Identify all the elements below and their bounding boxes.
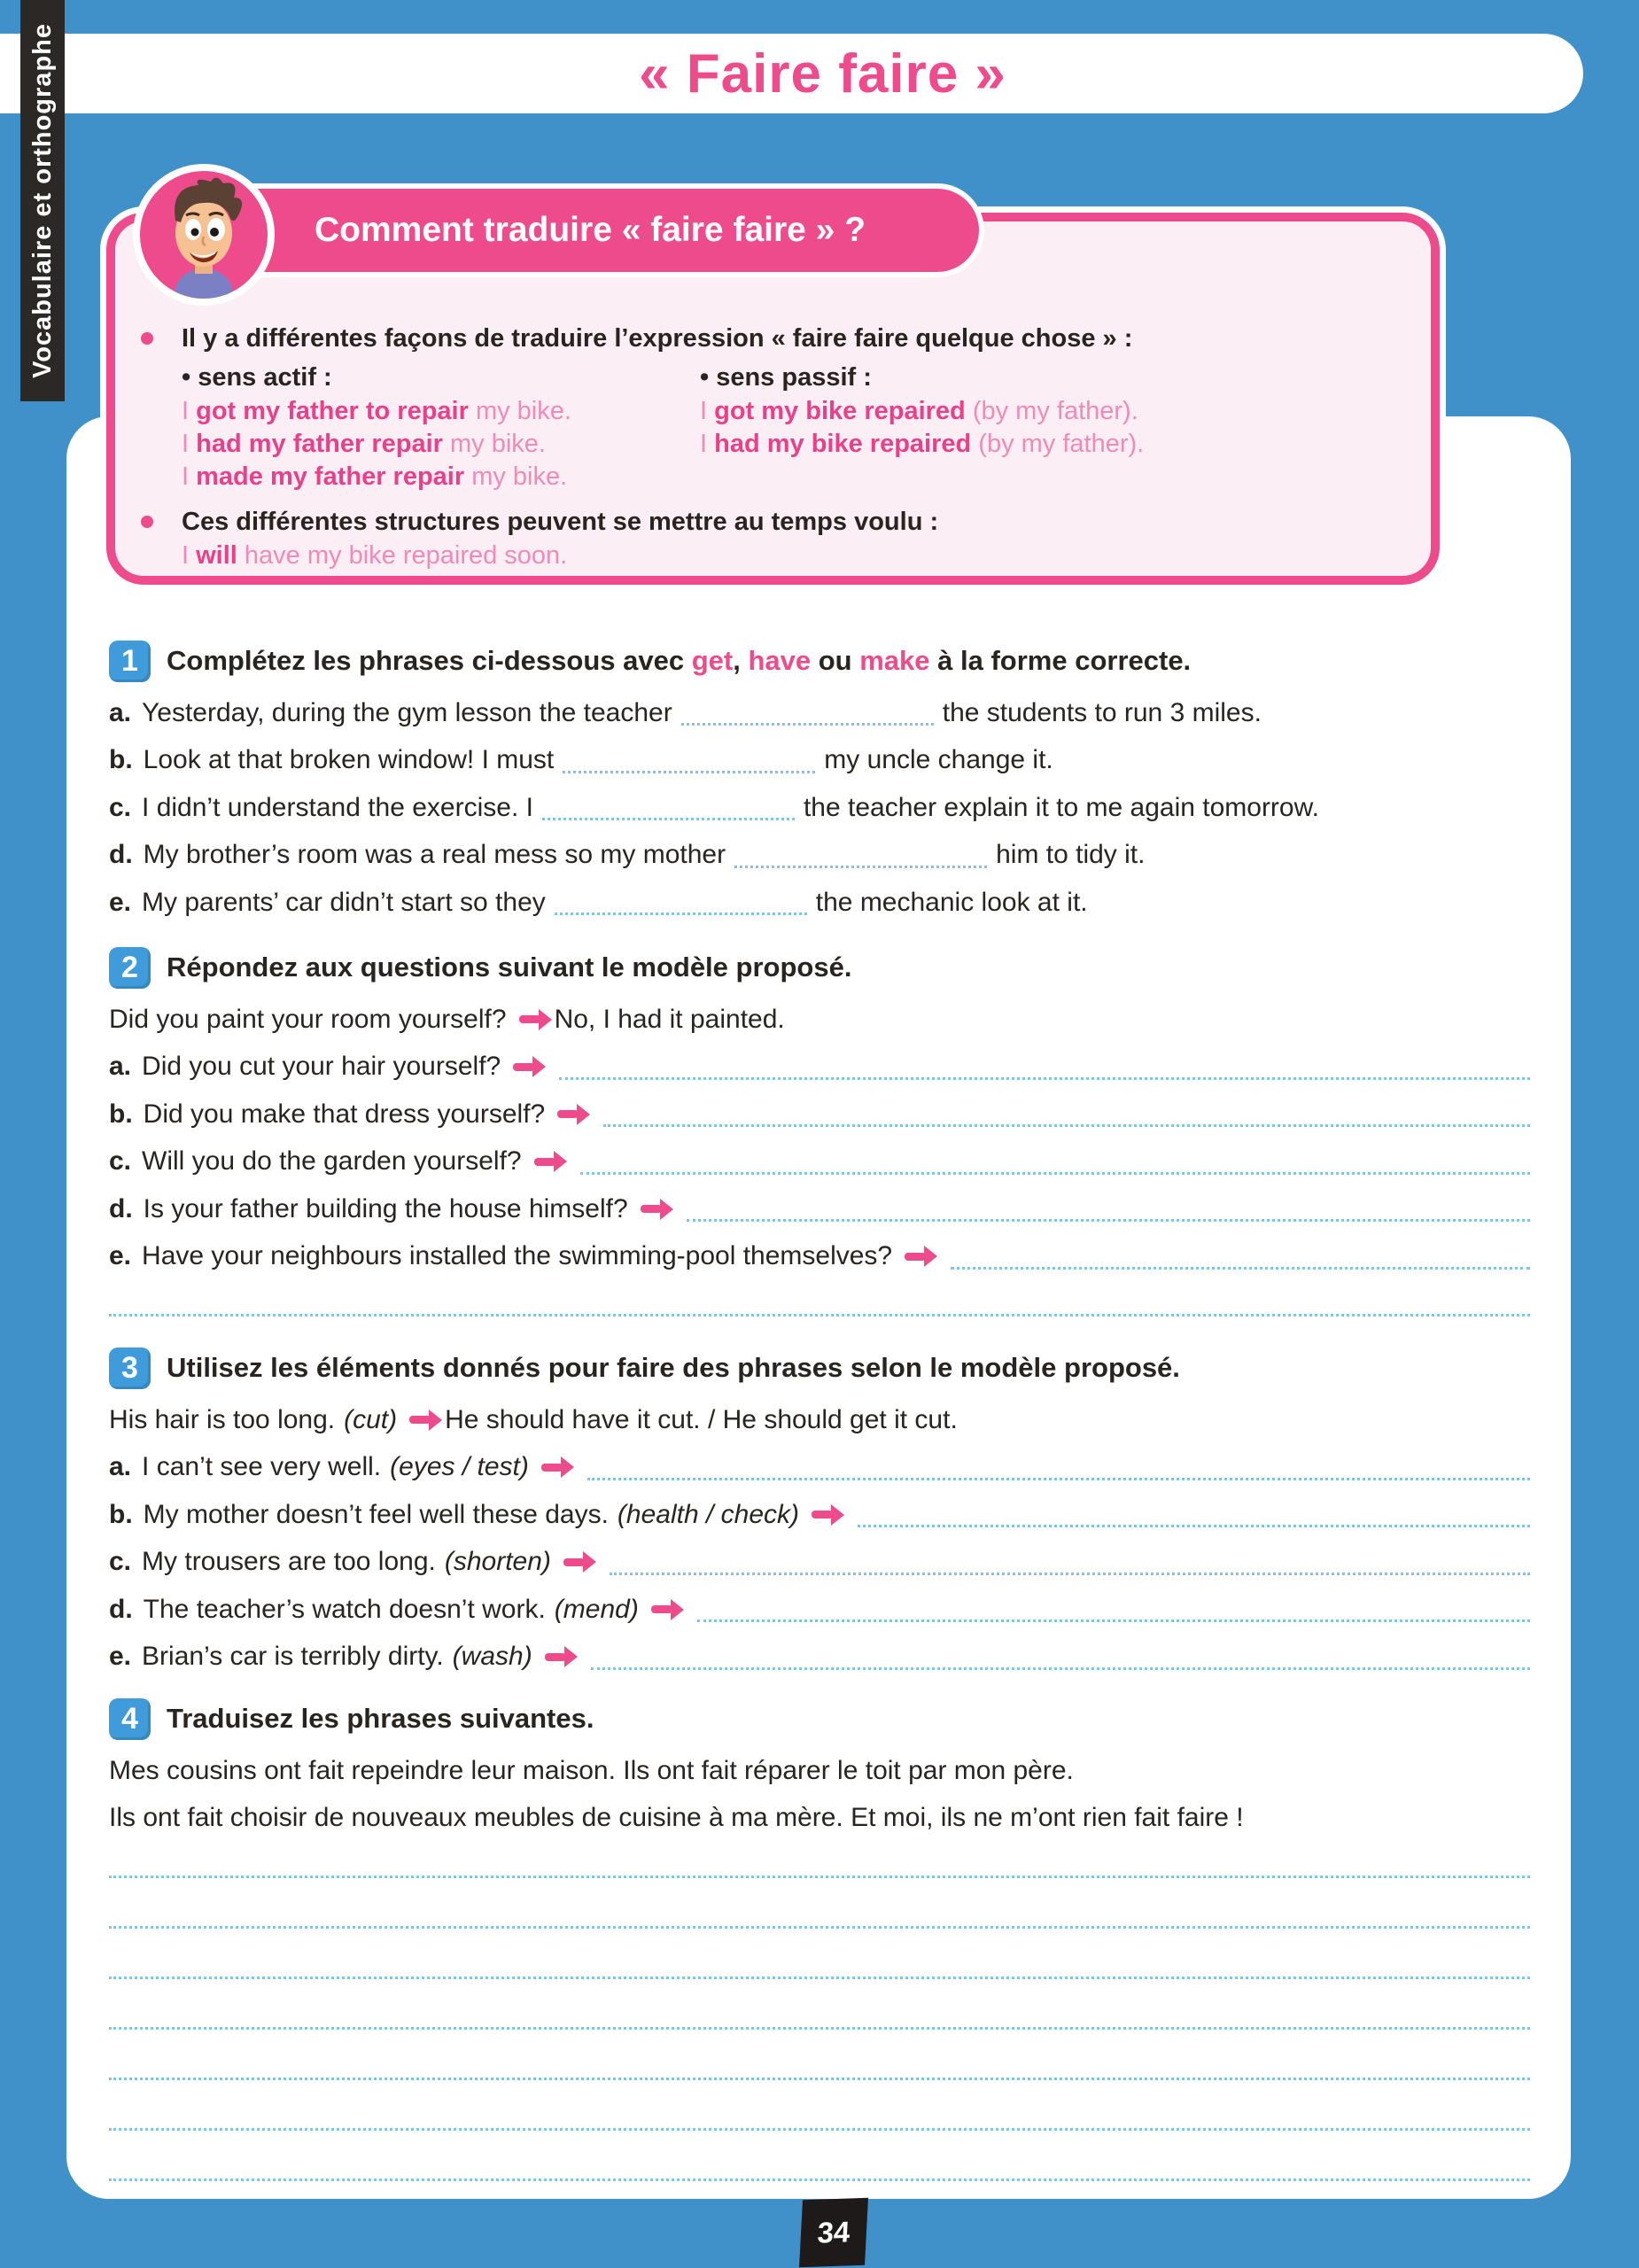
page-number: 34 [816,2215,851,2249]
arrow-right-icon [513,1063,534,1071]
exercise-4-badge: 4 [109,1698,151,1740]
answer-leader[interactable] [687,1196,1530,1222]
answer-leader[interactable] [951,1244,1530,1270]
model-sentence: Did you paint your room yourself? No, I had it painted. [109,1004,785,1034]
answer-line[interactable] [109,1280,1530,1317]
verb-hint: (eyes / test) [390,1452,529,1482]
examples-grid [182,360,1404,493]
lesson-banner-title: Comment traduire « faire faire » ? [315,211,866,249]
answer-blank[interactable] [542,795,795,820]
tense-note: Ces différentes structures peuvent se mettre au temps voulu : [182,504,1404,540]
answer-leader[interactable] [559,1054,1530,1080]
exercise-4-title: 4 Traduisez les phrases suivantes. [109,1690,1530,1747]
lesson-box-content [115,221,1431,572]
arrow-right-icon [545,1653,566,1661]
answer-leader[interactable] [697,1596,1530,1622]
answer-leader[interactable] [591,1644,1530,1670]
exercise-item: a. Yesterday, during the gym lesson the teacher the students to run 3 miles. [109,697,1262,727]
verb-hint: (mend) [554,1594,639,1624]
active-column [182,360,700,493]
arrow-right-icon [409,1416,431,1424]
verb-hint: (wash) [452,1642,532,1672]
exercise-item: d. The teacher’s watch doesn’t work. (mend) [109,1586,1530,1634]
exercise-4 [109,1690,1530,2181]
sidebar-label: Vocabulaire et orthographe [27,23,57,378]
answer-line[interactable] [109,1878,1530,1929]
example-sentence: I had my father repair my bike. [182,430,546,458]
lesson-banner [182,189,979,272]
exercise-3-badge: 3 [109,1348,151,1389]
exercise-3 [109,1340,1530,1681]
exercise-item: e. My parents’ car didn’t start so they the mechanic look at it. [109,887,1088,917]
exercise-item: c. Will you do the garden yourself? [109,1138,1530,1186]
verb-hint: (shorten) [444,1547,551,1577]
exercise-item: c. I didn’t understand the exercise. I the teacher explain it to me again tomorrow. [109,792,1319,822]
exercise-item: d. Is your father building the house himself? [109,1185,1530,1233]
exercise-item: a. Did you cut your hair yourself? [109,1044,1530,1091]
exercise-item: c. My trousers are too long. (shorten) [109,1539,1530,1587]
arrow-right-icon [541,1464,563,1472]
arrow-right-icon [519,1015,540,1023]
answer-line[interactable] [109,1979,1530,2030]
answer-blank[interactable] [734,843,987,868]
exercise-item: d. My brother’s room was a real mess so my mother him to tidy it. [109,840,1146,870]
answer-line[interactable] [109,2131,1530,2181]
page-title: « Faire faire » [639,43,1006,105]
exercise-item: b. Did you make that dress yourself? [109,1091,1530,1138]
lesson-intro: Il y a différentes façons de traduire l’expression « faire faire quelque chose » : [182,321,1404,356]
exercise-item: e. Have your neighbours installed the swimming-pool themselves? [109,1233,1530,1281]
exercise-2-title: 2 Répondez aux questions suivant le modèle proposé. [109,939,1530,996]
answer-line[interactable] [109,1929,1530,1979]
answer-line[interactable] [109,2080,1530,2131]
bullet-icon [141,332,153,345]
example-sentence: I got my father to repair my bike. [182,397,571,425]
exercise-item: a. I can’t see very well. (eyes / test) [109,1444,1530,1492]
example-sentence: I will have my bike repaired soon. [182,541,568,570]
arrow-right-icon [812,1511,833,1518]
answer-leader[interactable] [587,1455,1530,1480]
boy-avatar [133,164,275,306]
sidebar-chapter-tab [20,0,65,401]
example-sentence: I got my bike repaired (by my father). [700,397,1138,425]
arrow-right-icon [641,1205,662,1213]
exercise-3-title: 3 Utilisez les éléments donnés pour faire des phrases selon le modèle proposé. [109,1340,1530,1396]
arrow-right-icon [905,1253,926,1261]
passive-column [700,360,1404,493]
header-band [0,34,1583,113]
arrow-right-icon [534,1158,555,1166]
exercise-2-badge: 2 [109,947,151,989]
translation-sentence: Mes cousins ont fait repeindre leur maison. Ils ont fait réparer le toit par mon père. [109,1755,1074,1785]
answer-leader[interactable] [603,1101,1530,1127]
bullet-icon [141,516,153,528]
answer-leader[interactable] [580,1149,1530,1175]
answer-blank[interactable] [555,889,807,915]
example-sentence: I made my father repair my bike. [182,462,568,491]
answer-leader[interactable] [858,1502,1530,1527]
arrow-right-icon [651,1605,672,1613]
exercise-1 [109,633,1530,927]
passive-header: • sens passif : [700,363,872,392]
verb-hint: (cut) [344,1404,398,1434]
verb-hint: (health / check) [617,1499,800,1529]
answer-leader[interactable] [610,1550,1530,1575]
character-icon [140,171,268,299]
exercise-item: b. My mother doesn’t feel well these days. (health / check) [109,1491,1530,1539]
arrow-right-icon [557,1110,579,1118]
answer-line[interactable] [109,2030,1530,2080]
exercise-1-badge: 1 [109,641,151,682]
page-number-tab [799,2198,868,2268]
exercise-1-title: 1 Complétez les phrases ci-dessous avec get, have ou make à la forme correcte. [109,633,1530,689]
example-sentence: I had my bike repaired (by my father). [700,430,1145,458]
arrow-right-icon [563,1558,585,1566]
answer-blank[interactable] [681,700,934,726]
exercise-item: b. Look at that broken window! I must my uncle change it. [109,745,1053,775]
answer-blank[interactable] [563,748,815,773]
answer-line[interactable] [109,1842,1530,1878]
active-header: • sens actif : [182,363,332,392]
translation-sentence: Ils ont fait choisir de nouveaux meubles de cuisine à ma mère. Et moi, ils ne m’ont rien fait faire ! [109,1803,1244,1833]
exercise-2 [109,939,1530,1317]
exercise-item: e. Brian’s car is terribly dirty. (wash) [109,1634,1530,1682]
model-sentence: His hair is too long. (cut) He should have it cut. / He should get it cut. [109,1404,958,1434]
